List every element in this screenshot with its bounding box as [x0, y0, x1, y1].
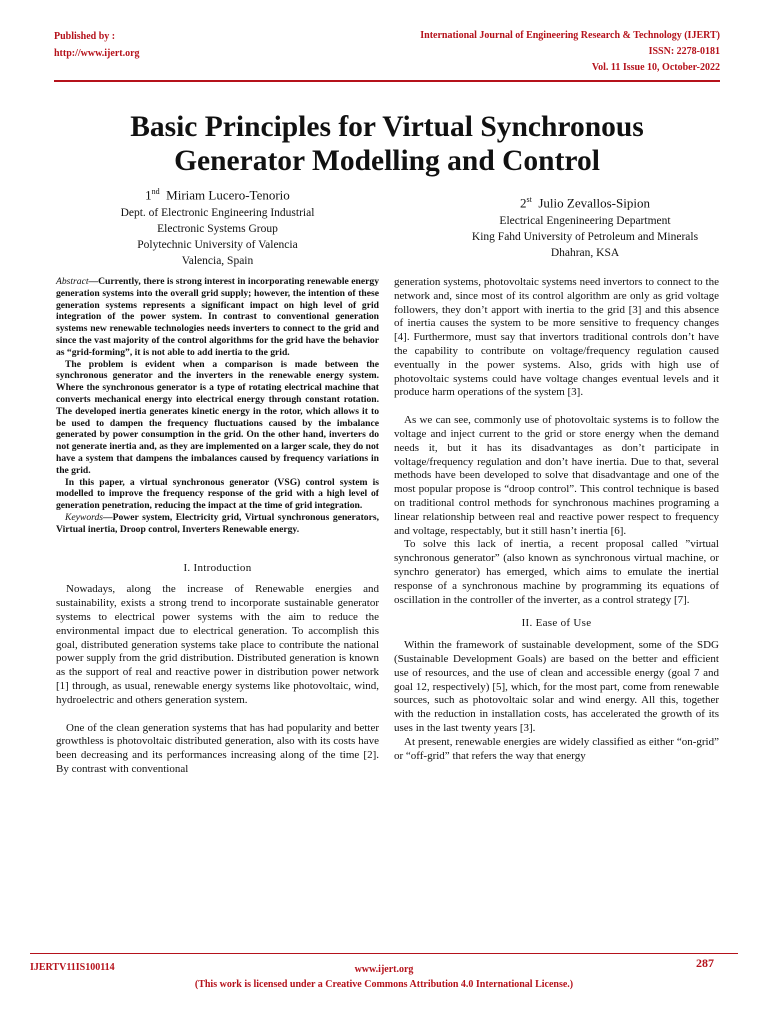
author-1-affil-2: Electronic Systems Group	[157, 223, 278, 236]
author-1-affil-4: Valencia, Spain	[181, 255, 254, 268]
ease-paragraph-1: Within the framework of sustainable development, some of the SDG (Sustainable Development Goals) are based on the better and efficient use of resources, and the use of clean and accessible energy (goal 7 and goal 12, respectively) [5], which, for the most part, come from renewable sources, such as photovoltaic solar and wind energy. All this, together with the reduction in installation costs, has accelerated the growth of its uses in the last twenty years [3].	[394, 639, 719, 734]
footer-center	[0, 962, 768, 992]
paper-id: IJERTV11IS100114	[30, 962, 115, 973]
header-right	[420, 28, 720, 76]
title-line-1: Basic Principles for Virtual Synchronous	[130, 111, 644, 143]
paper-title	[54, 110, 720, 178]
intro-paragraph-1: Nowadays, along the increase of Renewable energies and sustainability, exists a strong trend to incorporate sustainable generator systems to electrical power systems with the aim to reduce the environmental impact due to electrical generation. To accomplish this goal, distributed generation systems take place to contribute the national power supply from the grid distribution. Distributed generation is known as the support of real and reactive power in distribution power network [1] through, as usual, renewable energy systems like photovoltaic, wind, hydroelectric and others generation system.	[56, 583, 379, 706]
author-2-affil-3: Dhahran, KSA	[550, 247, 620, 260]
header-divider	[54, 80, 720, 82]
section-2-heading: II. Ease of Use	[521, 617, 592, 630]
footer-divider	[30, 953, 738, 954]
author-1-affil-3: Polytechnic University of Valencia	[137, 239, 298, 252]
left-column	[56, 276, 379, 777]
volume-issue: Vol. 11 Issue 10, October-2022	[591, 62, 720, 73]
title-line-2: Generator Modelling and Control	[174, 145, 600, 177]
author-1-ordinal: 1	[145, 187, 152, 203]
header-left	[54, 28, 140, 62]
author-2-block	[445, 192, 725, 261]
author-2-ordinal-sup: st	[526, 195, 532, 204]
author-1-block	[80, 184, 355, 269]
author-1-affil-1: Dept. of Electronic Engineering Industrial	[120, 207, 315, 220]
abstract-paragraph-2: The problem is evident when a comparison is made between the synchronous generator and the inverters in the renewable energy system. Where the synchronous generator is a type of rotating electrical machine that converts mechanical energy into electrical energy through constant rotation. The developed inertia generates kinetic energy in the rotor, which allows it to be used to dampen the frequency fluctuations caused by the imbalance generated by power consumption in the grid. On the other hand, inverters do not generate inertia and, as they are implemented on a larger scale, they do not have a system that dampens the imbalances caused by frequency variations in the grid.	[56, 358, 379, 476]
abstract-text-1: —Currently, there is strong interest in incorporating renewable energy generation systems into the overall grid supply; however, the intention of these generation systems represents a significant impact on high level of grid integration of the power system. In contrast to conventional generation systems new renewable technologies needs inverters to connect to the grid and since the vast majority of the control algorithms for the grid have the behavior as “grid-forming”, it is not able to add inertia to the grid.	[56, 276, 379, 358]
journal-name: International Journal of Engineering Research & Technology (IJERT)	[420, 30, 720, 41]
author-2-name: Julio Zevallos-Sipion	[538, 195, 650, 211]
author-1-name-line	[80, 184, 355, 203]
right-column	[394, 276, 719, 763]
author-2-affil-2: King Fahd University of Petroleum and Minerals	[471, 231, 699, 244]
issn: ISSN: 2278-0181	[648, 46, 720, 57]
keywords-text: —Power system, Electricity grid, Virtual synchronous generators, Virtual inertia, Droop control, Inverters Renewable energy.	[56, 511, 379, 535]
abstract-paragraph-3: In this paper, a virtual synchronous generator (VSG) control system is modelled to improve the frequency response of the grid with a high level of generation penetration, reducing the impact at the time of grid integration.	[56, 476, 379, 512]
page-number: 287	[696, 956, 714, 970]
right-paragraph-2: As we can see, commonly use of photovoltaic systems is to follow the voltage and inject current to the grid or store energy when the demand needs it, but it has its disadvantages as don’t participate in voltage/frequency regulation and don’t have inertia. Due to that, several methods have been developed to solve that disadvantage and one of the most popular propose is “droop control”. This control technique is based on traditional control methods for synchronous machines programing a linear relationship between real and reactive power respect to frequency and voltage, respectably, but it still hasn’t inertia [6].	[394, 414, 719, 537]
author-2-name-line	[445, 192, 725, 211]
intro-paragraph-2: One of the clean generation systems that has had popularity and better growthless is photovoltaic distributed generation, also with its costs have been decreasing and its performances increasing along of the time [2]. By contrast with conventional	[56, 721, 379, 775]
license-notice: (This work is licensed under a Creative Commons Attribution 4.0 International License.)	[194, 979, 574, 990]
author-1-ordinal-sup: nd	[151, 187, 160, 196]
section-1-heading: I. Introduction	[183, 561, 252, 574]
right-paragraph-3: To solve this lack of inertia, a recent proposal called ”virtual synchronous generator” (also known as synchronous virtual machine, or synchro generator) has emerged, which aims to emulate the inertial response of a synchronous machine by programming its equations of oscillation in the controller of the inverter, as a control strategy [7].	[394, 538, 719, 606]
footer-website-link[interactable]: www.ijert.org	[354, 964, 414, 975]
introduction-body	[56, 583, 379, 776]
abstract-paragraph-1	[56, 276, 379, 359]
abstract	[56, 276, 379, 536]
author-1-name: Miriam Lucero-Tenorio	[166, 187, 290, 203]
author-2-affil-1: Electrical Engenineering Department	[499, 215, 671, 228]
ease-paragraph-2: At present, renewable energies are widely classified as either “on-grid” or “off-grid” that refers the way that energy	[394, 735, 719, 762]
keywords-paragraph	[56, 512, 379, 536]
published-by-label: Published by :	[54, 31, 116, 42]
abstract-label: Abstract	[56, 276, 89, 287]
publisher-website-link[interactable]: http://www.ijert.org	[54, 48, 140, 59]
keywords-label: Keywords	[65, 511, 104, 523]
right-paragraph-1: generation systems, photovoltaic systems need invertors to connect to the network and, since most of its control algorithm are only as grid voltage followers, they don’t apport with inertia to the grid [3] and this absence of inertia causes the system to be more sensitive to frequency changes [4]. Furthermore, must say that invertors traditional controls don’t have the capability to contribute on voltage/frequency regulation caused eventually in the power systems. Also, grids with high use of photovoltaic systems could have voltage changes eventual levels and it produce harm operations of the system [3].	[394, 276, 719, 399]
author-2-ordinal: 2	[520, 195, 527, 211]
